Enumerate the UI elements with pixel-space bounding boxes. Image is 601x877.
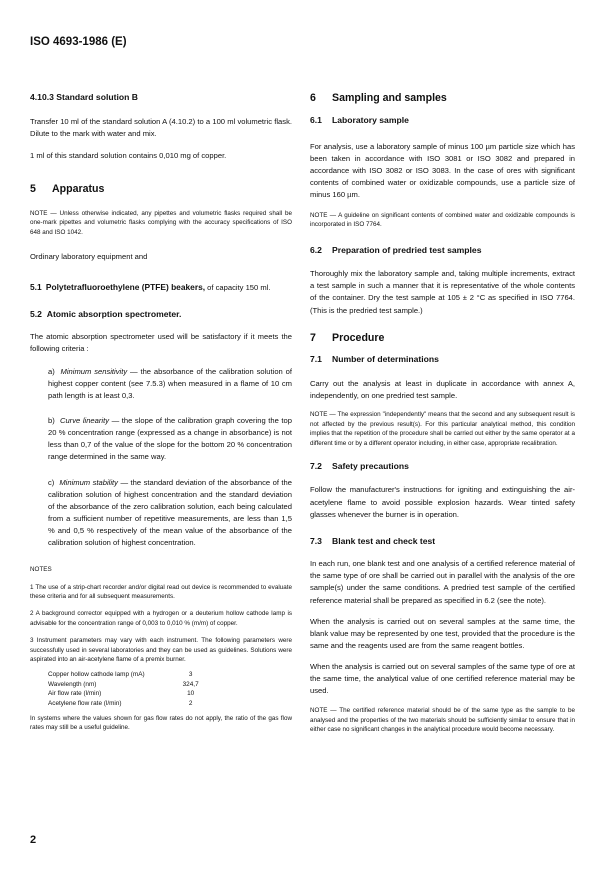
criterion-a-term: Minimum sensitivity xyxy=(60,366,128,376)
parameter-value: 2 xyxy=(188,699,193,707)
section-6-2-paragraph: Thoroughly mix the laboratory sample and, taking multiple increments, extract a test sample in such a manner that it is representative of the whole contents of the container. Dry the test sample at 105 ± 2 °C as specified in ISO 7764. (This is the predried test sample.) xyxy=(310,269,575,315)
section-6-1-paragraph: For analysis, use a laboratory sample of minus 100 µm particle size which has been taken in accordance with ISO 3081 or ISO 3082 and prepared in accordance with ISO 3082 or ISO 3083. In the case of ores with significant contents of combined water or oxidizable compounds, use a particle size of minus 160 µm. xyxy=(310,141,575,199)
section-4-10-3-paragraph: Transfer 10 ml of the standard solution A (4.10.2) to a 100 ml volumetric flask. Dilute to the mark with water and mix. xyxy=(30,116,292,138)
section-7-title: Procedure xyxy=(332,331,385,344)
section-7-3-number: 7.3 xyxy=(310,535,322,546)
criterion-c-label: c) xyxy=(48,477,55,487)
section-6-2-heading xyxy=(310,245,575,257)
page-number: 2 xyxy=(30,834,37,846)
section-7-3-note: NOTE — The certified reference material should be of the same type as the sample to be analysed and the properties of the two materials should be sufficiently similar to ensure that in either case no significant changes in the analytical procedure would become necessary. xyxy=(310,707,575,733)
section-7-number: 7 xyxy=(310,331,316,344)
section-7-2-title: Safety precautions xyxy=(332,460,409,471)
section-6-1-note: NOTE — A guideline on significant contents of combined water and oxidizable compounds is incorporated in ISO 7764. xyxy=(310,211,575,229)
section-7-2-paragraph: Follow the manufacturer's instructions for igniting and extinguishing the air-acetylene flame to avoid possible explosion hazards. Wear tinted safety glasses whenever the burner is in operation. xyxy=(310,485,575,519)
parameter-row xyxy=(48,680,223,689)
section-5-note: NOTE — Unless otherwise indicated, any pipettes and volumetric flasks required shall be one-mark pipettes and volumetric flasks complying with the accuracy specifications of ISO 648 and ISO 1042. xyxy=(30,209,292,236)
criterion-b-text: — the slope of the calibration graph covering the top 20 % concentration range (expressed as a change in absorbance) is not less than 0,7 of the value of the slope for the bottom 20 % concentration range determined in the same way. xyxy=(48,416,292,462)
section-4-10-3-heading: 4.10.3 Standard solution B xyxy=(30,92,138,102)
note-3: 3 Instrument parameters may vary with each instrument. The following parameters were successfully used in several laboratories and they can be used as guidelines. Solutions were aspirated into an air-acetylene flame of a premix burner. xyxy=(30,637,292,663)
section-7-2-number: 7.2 xyxy=(310,460,322,471)
section-7-3-paragraph-3: When the analysis is carried out on several samples of the same type of ore at the same time, the analytical value of one certified reference material may be used. xyxy=(310,661,575,696)
section-7-1-number: 7.1 xyxy=(310,353,322,364)
parameter-value: 3 xyxy=(188,671,193,679)
section-7-3-heading xyxy=(310,536,575,548)
section-6-2-number: 6.2 xyxy=(310,244,322,255)
section-5-1 xyxy=(30,281,292,294)
section-5-2-intro: The atomic absorption spectrometer used will be satisfactory if it meets the following criteria : xyxy=(30,331,292,353)
parameter-value: 10 xyxy=(187,690,195,698)
section-5-1-title: Polytetrafluoroethylene (PTFE) beakers, xyxy=(45,282,206,293)
section-5-1-number: 5.1 xyxy=(30,282,42,293)
criterion-c-text: — the standard deviation of the absorbance of the calibration solution of highest concentration and the standard deviation of the absorbance of the zero calibration solution, each being calculated from a sufficient number of repetitive measurements, are less than 1,5 % and 0,5 % respectively of the mean value of the absorbance of the calibration solution of highest concentration. xyxy=(48,477,292,547)
notes-closing: In systems where the values shown for gas flow rates do not apply, the ratio of the gas flow rates may still be a useful guideline. xyxy=(30,714,292,732)
section-4-10-3-concentration: 1 ml of this standard solution contains 0,010 mg of copper. xyxy=(30,150,227,160)
criterion-b-label: b) xyxy=(48,416,55,426)
parameter-value: 324,7 xyxy=(182,680,199,688)
notes-heading: NOTES xyxy=(30,566,52,574)
section-7-3-title: Blank test and check test xyxy=(332,535,436,546)
section-7-1-paragraph: Carry out the analysis at least in duplicate in accordance with annex A, independently, on one predried test sample. xyxy=(310,379,575,401)
standard-header: ISO 4693-1986 (E) xyxy=(30,36,127,48)
criterion-c xyxy=(30,477,292,550)
section-7-3-paragraph-2: When the analysis is carried out on several samples at the same time, the blank value may be represented by one test, provided that the procedure is the same and the reagents used are from the same reagent bottles. xyxy=(310,616,575,650)
section-6-title: Sampling and samples xyxy=(332,92,447,104)
criterion-a-label: a) xyxy=(48,366,55,376)
left-column xyxy=(30,92,292,733)
section-7-3-paragraph-1: In each run, one blank test and one analysis of a certified reference material of the same type of ore shall be carried out in parallel with the analysis of the ore sample(s) under the same conditions. A predried test sample of the certified reference material shall be prepared as specified in 6.2 (see the note). xyxy=(310,559,575,605)
section-6-1-number: 6.1 xyxy=(310,115,322,125)
section-5-2-heading xyxy=(30,309,292,321)
criterion-c-term: Minimum stability xyxy=(59,477,118,487)
criterion-b xyxy=(30,415,292,463)
section-5-heading xyxy=(30,183,292,196)
parameter-label: Air flow rate (l/min) xyxy=(48,690,102,698)
criterion-a xyxy=(30,366,292,402)
parameter-label: Acetylene flow rate (l/min) xyxy=(48,699,122,707)
section-6-2-title: Preparation of predried test samples xyxy=(332,244,482,255)
parameter-row xyxy=(48,689,223,698)
criterion-a-text: — the absorbance of the calibration solution of highest copper content (see 7.5.3) when measured in a flame of 10 cm path length is at least 0,3. xyxy=(48,366,292,401)
section-5-2-number: 5.2 xyxy=(30,309,42,320)
section-6-1-heading xyxy=(310,115,575,127)
parameter-label: Wavelength (nm) xyxy=(48,680,97,688)
parameter-label: Copper hollow cathode lamp (mA) xyxy=(48,671,145,679)
parameter-row xyxy=(48,670,223,679)
parameter-row xyxy=(48,699,223,708)
section-5-number: 5 xyxy=(30,182,36,195)
section-6-heading xyxy=(310,92,575,105)
note-2: 2 A background corrector equipped with a hydrogen or a deuterium hollow cathode lamp is advisable for the concentration range of 0,003 to 0,010 % (m/m) of copper. xyxy=(30,610,292,627)
section-5-2-title: Atomic absorption spectrometer. xyxy=(46,309,182,320)
section-7-1-note: NOTE — The expression "independently" means that the second and any subsequent result is not affected by the previous result(s). For this particular analytical method, this condition implies that the repetition of the procedure shall be carried out either by the same operator at a different time or by a different operator including, in either case, appropriate recalibration. xyxy=(310,411,575,447)
section-5-title: Apparatus xyxy=(52,182,105,195)
section-6-number: 6 xyxy=(310,92,316,104)
section-7-1-heading xyxy=(310,354,575,366)
section-7-heading xyxy=(310,332,575,345)
section-7-2-heading xyxy=(310,461,575,473)
note-1: 1 The use of a strip-chart recorder and/or digital read out device is recommended to evaluate these criteria and for all subsequent measurements. xyxy=(30,583,292,600)
instrument-parameters-table xyxy=(48,670,223,708)
section-6-1-title: Laboratory sample xyxy=(332,115,409,125)
section-5-1-rest: of capacity 150 ml. xyxy=(205,283,271,293)
criterion-b-term: Curve linearity xyxy=(59,416,109,426)
right-column xyxy=(310,92,575,734)
section-7-1-title: Number of determinations xyxy=(332,353,439,364)
section-5-paragraph: Ordinary laboratory equipment and xyxy=(30,252,148,261)
